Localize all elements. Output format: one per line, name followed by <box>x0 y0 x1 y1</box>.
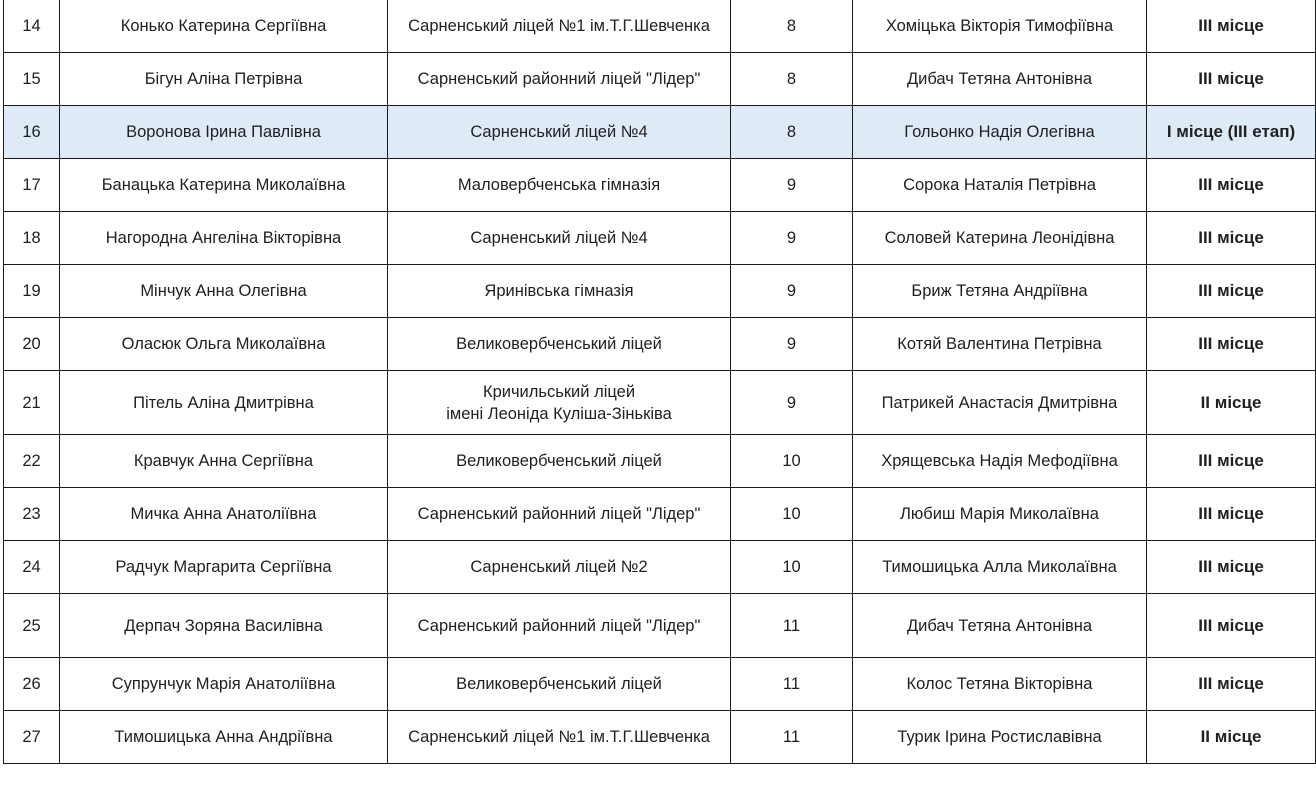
school-name: Сарненський ліцей №4 <box>388 106 731 159</box>
row-number: 19 <box>4 265 60 318</box>
place-result: III місце <box>1147 435 1316 488</box>
school-name: Яринівська гімназія <box>388 265 731 318</box>
school-name: Сарненський ліцей №2 <box>388 541 731 594</box>
row-number: 16 <box>4 106 60 159</box>
school-name: Сарненський ліцей №1 ім.Т.Г.Шевченка <box>388 711 731 764</box>
teacher-name: Дибач Тетяна Антонівна <box>853 53 1147 106</box>
student-name: Конько Катерина Сергіївна <box>60 0 388 53</box>
school-name: Сарненський ліцей №4 <box>388 212 731 265</box>
place-result: III місце <box>1147 658 1316 711</box>
grade: 10 <box>731 488 853 541</box>
table-row-selected <box>4 106 1316 159</box>
results-table-body <box>4 0 1316 764</box>
place-result: III місце <box>1147 594 1316 658</box>
row-number: 24 <box>4 541 60 594</box>
row-number: 18 <box>4 212 60 265</box>
table-row <box>4 711 1316 764</box>
student-name: Тимошицька Анна Андріївна <box>60 711 388 764</box>
grade: 9 <box>731 159 853 212</box>
teacher-name: Колос Тетяна Вікторівна <box>853 658 1147 711</box>
school-name: Сарненський районний ліцей "Лідер" <box>388 488 731 541</box>
table-row <box>4 0 1316 53</box>
table-row <box>4 541 1316 594</box>
table-row <box>4 265 1316 318</box>
grade: 9 <box>731 371 853 435</box>
place-result: III місце <box>1147 53 1316 106</box>
school-name: Великовербченський ліцей <box>388 435 731 488</box>
school-name: Сарненський районний ліцей "Лідер" <box>388 594 731 658</box>
table-row <box>4 212 1316 265</box>
place-result: III місце <box>1147 265 1316 318</box>
place-result: I місце (III етап) <box>1147 106 1316 159</box>
table-row <box>4 658 1316 711</box>
row-number: 20 <box>4 318 60 371</box>
student-name: Банацька Катерина Миколаївна <box>60 159 388 212</box>
grade: 11 <box>731 594 853 658</box>
teacher-name: Турик Ірина Ростиславівна <box>853 711 1147 764</box>
place-result: III місце <box>1147 488 1316 541</box>
student-name: Нагородна Ангеліна Вікторівна <box>60 212 388 265</box>
place-result: III місце <box>1147 0 1316 53</box>
grade: 9 <box>731 318 853 371</box>
grade: 8 <box>731 53 853 106</box>
table-row <box>4 318 1316 371</box>
row-number: 14 <box>4 0 60 53</box>
student-name: Мінчук Анна Олегівна <box>60 265 388 318</box>
table-row <box>4 594 1316 658</box>
place-result: III місце <box>1147 541 1316 594</box>
school-name-line: Кричильський ліцей <box>482 382 636 401</box>
school-name: Сарненський районний ліцей "Лідер" <box>388 53 731 106</box>
row-number: 17 <box>4 159 60 212</box>
row-number: 27 <box>4 711 60 764</box>
student-name: Дерпач Зоряна Василівна <box>60 594 388 658</box>
teacher-name: Соловей Катерина Леонідівна <box>853 212 1147 265</box>
student-name: Воронова Ірина Павлівна <box>60 106 388 159</box>
place-result: III місце <box>1147 212 1316 265</box>
student-name: Мичка Анна Анатоліївна <box>60 488 388 541</box>
teacher-name: Дибач Тетяна Антонівна <box>853 594 1147 658</box>
teacher-name: Гольонко Надія Олегівна <box>853 106 1147 159</box>
teacher-name: Сорока Наталія Петрівна <box>853 159 1147 212</box>
grade: 9 <box>731 212 853 265</box>
row-number: 26 <box>4 658 60 711</box>
grade: 8 <box>731 0 853 53</box>
student-name: Пітель Аліна Дмитрівна <box>60 371 388 435</box>
teacher-name: Тимошицька Алла Миколаївна <box>853 541 1147 594</box>
place-result: II місце <box>1147 711 1316 764</box>
school-name: Великовербченський ліцей <box>388 318 731 371</box>
table-row <box>4 159 1316 212</box>
table-row <box>4 435 1316 488</box>
student-name: Бігун Аліна Петрівна <box>60 53 388 106</box>
row-number: 21 <box>4 371 60 435</box>
teacher-name: Патрикей Анастасія Дмитрівна <box>853 371 1147 435</box>
school-name: Великовербченський ліцей <box>388 658 731 711</box>
teacher-name: Бриж Тетяна Андріївна <box>853 265 1147 318</box>
teacher-name: Хоміцька Вікторія Тимофіївна <box>853 0 1147 53</box>
row-number: 25 <box>4 594 60 658</box>
student-name: Кравчук Анна Сергіївна <box>60 435 388 488</box>
grade: 10 <box>731 541 853 594</box>
student-name: Радчук Маргарита Сергіївна <box>60 541 388 594</box>
school-name: Маловербченська гімназія <box>388 159 731 212</box>
school-name: Сарненський ліцей №1 ім.Т.Г.Шевченка <box>388 0 731 53</box>
grade: 8 <box>731 106 853 159</box>
grade: 11 <box>731 711 853 764</box>
place-result: III місце <box>1147 159 1316 212</box>
teacher-name: Хрящевська Надія Мефодіївна <box>853 435 1147 488</box>
school-name <box>388 371 731 435</box>
grade: 9 <box>731 265 853 318</box>
teacher-name: Котяй Валентина Петрівна <box>853 318 1147 371</box>
row-number: 23 <box>4 488 60 541</box>
place-result: II місце <box>1147 371 1316 435</box>
table-row <box>4 371 1316 435</box>
table-row <box>4 488 1316 541</box>
row-number: 15 <box>4 53 60 106</box>
student-name: Оласюк Ольга Миколаївна <box>60 318 388 371</box>
row-number: 22 <box>4 435 60 488</box>
teacher-name: Любиш Марія Миколаївна <box>853 488 1147 541</box>
student-name: Супрунчук Марія Анатоліївна <box>60 658 388 711</box>
results-table <box>3 0 1316 764</box>
school-name-line: імені Леоніда Куліша-Зіньківа <box>446 404 672 423</box>
grade: 10 <box>731 435 853 488</box>
table-row <box>4 53 1316 106</box>
grade: 11 <box>731 658 853 711</box>
place-result: III місце <box>1147 318 1316 371</box>
